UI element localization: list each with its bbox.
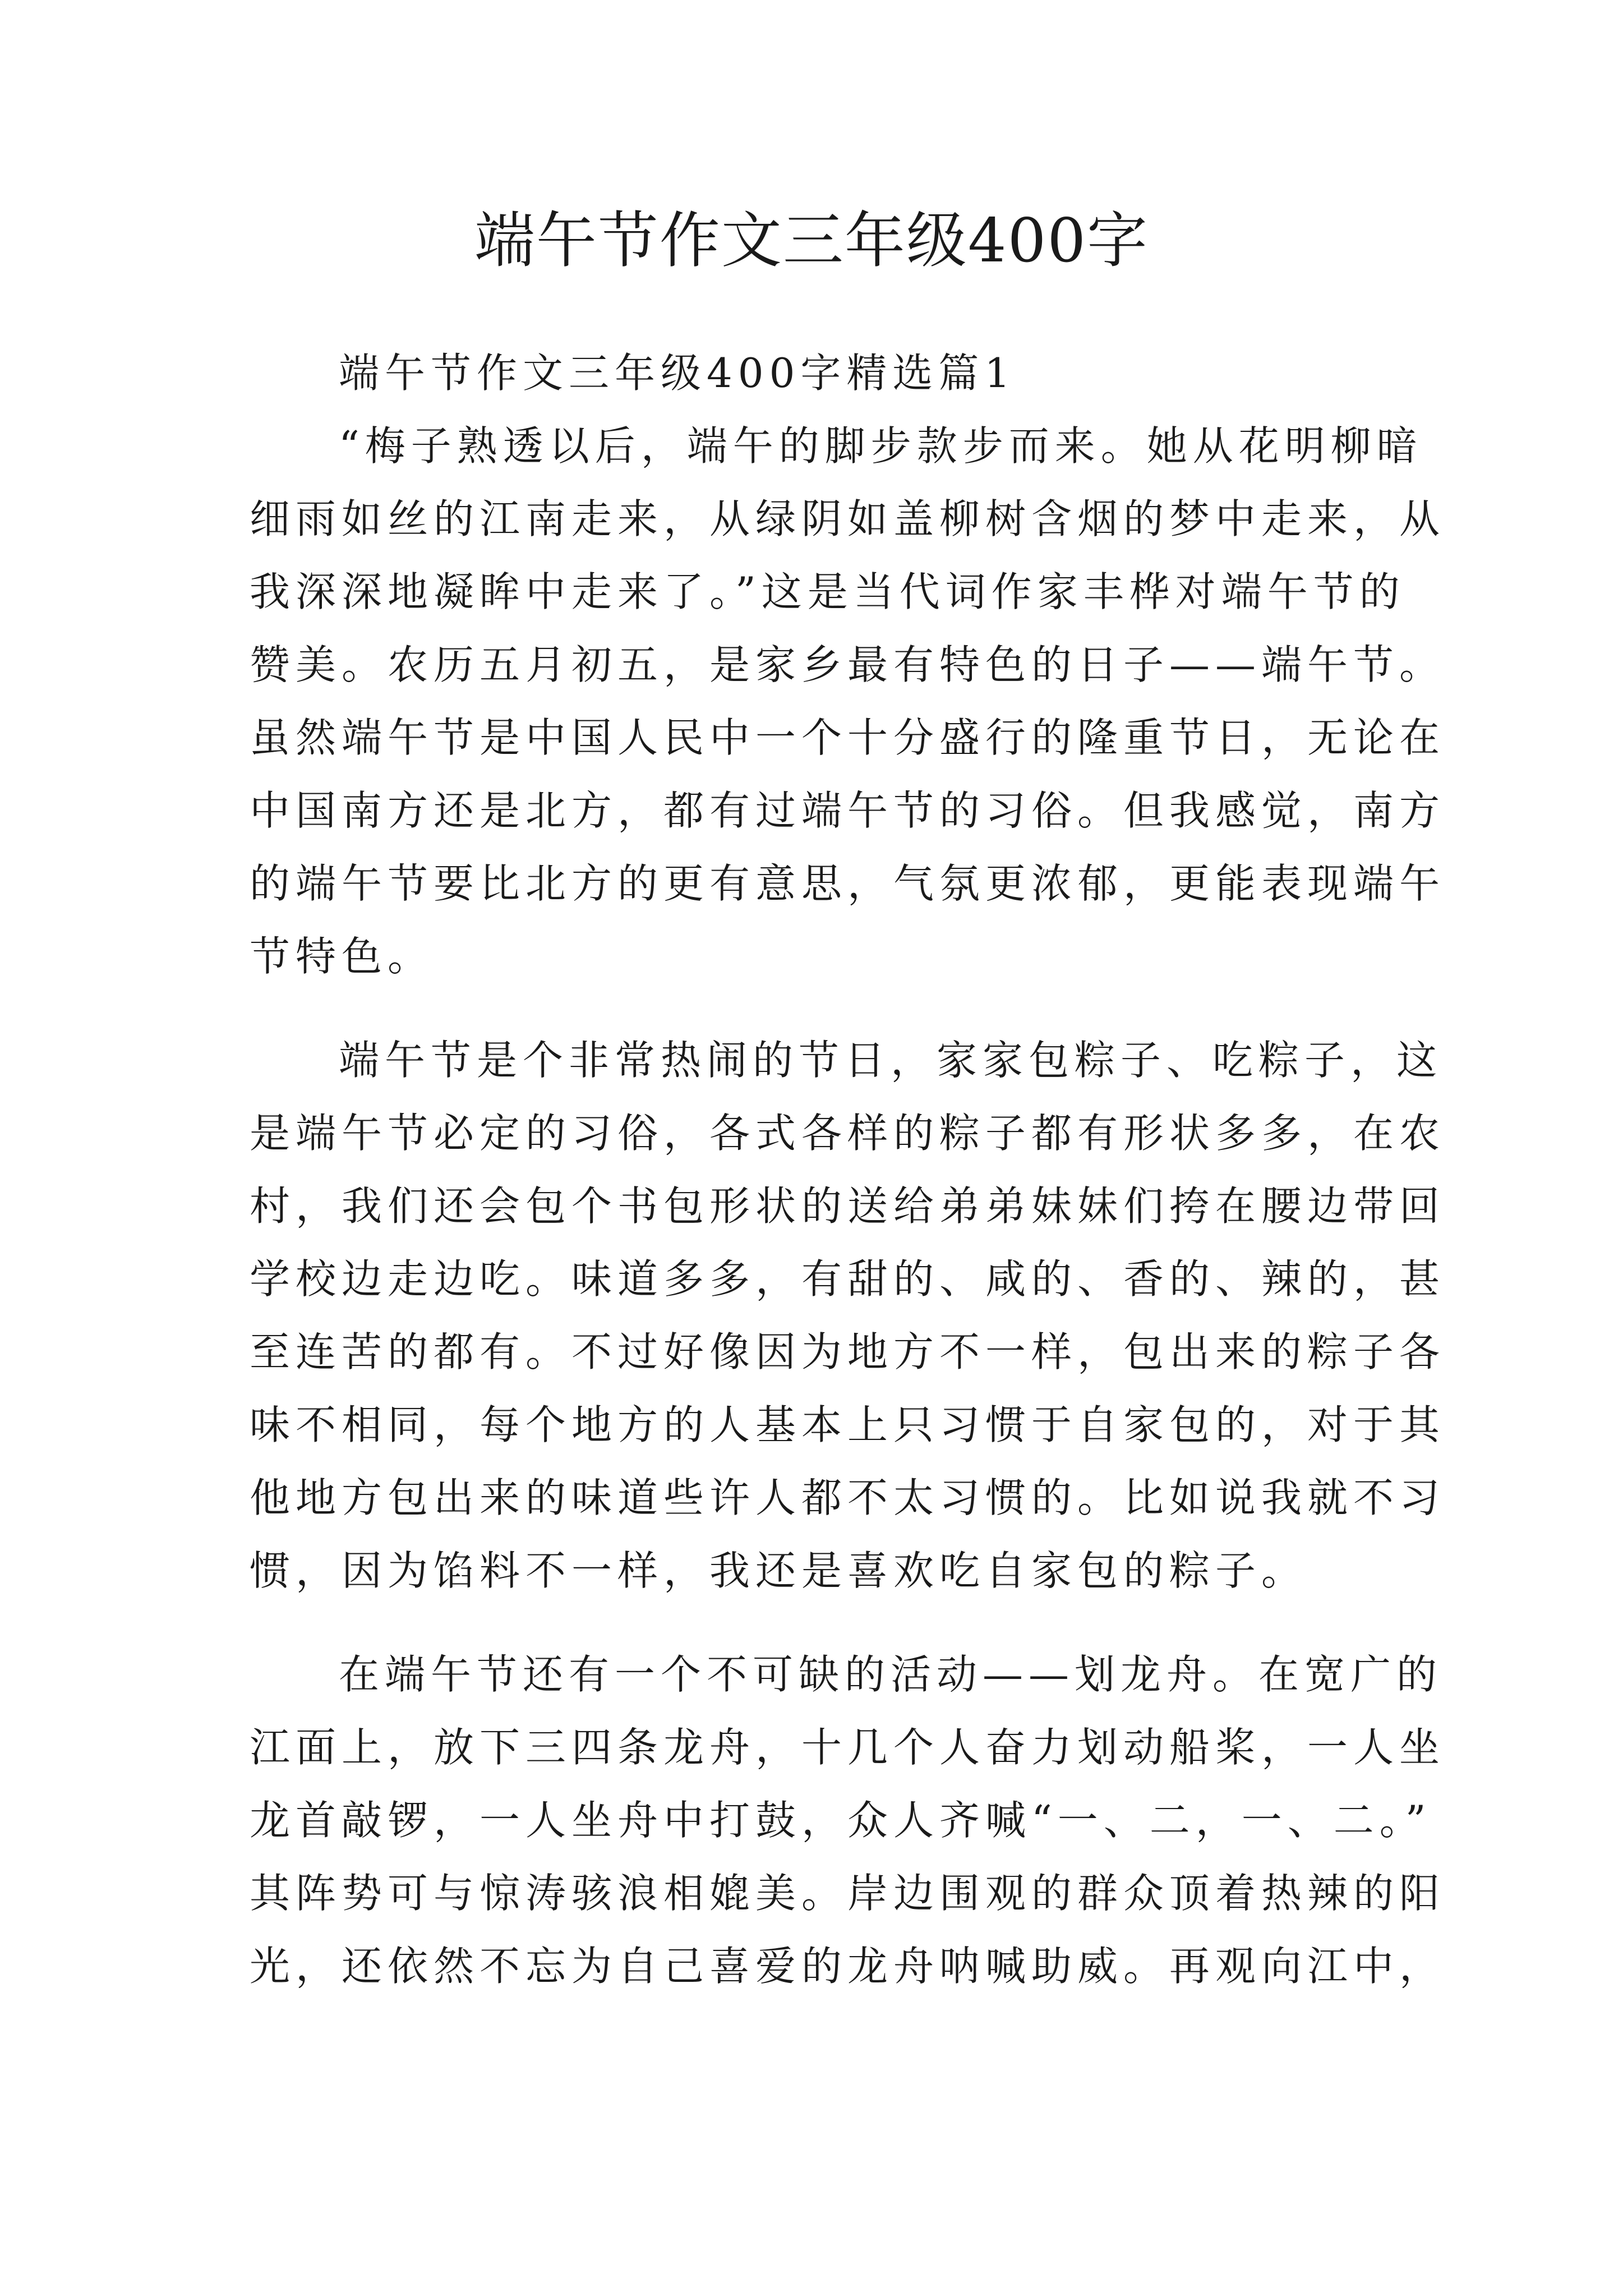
paragraph-line: 我深深地凝眸中走来了。”这是当代词作家丰桦对端午节的 [250, 568, 1405, 615]
paragraph-line: 味不相同，每个地方的人基本上只习惯于自家包的，对于其 [250, 1401, 1446, 1448]
paragraph-line: 其阵势可与惊涛骇浪相媲美。岸边围观的群众顶着热辣的阳 [250, 1870, 1446, 1917]
paragraph-line: 是端午节必定的习俗，各式各样的粽子都有形状多多，在农 [250, 1110, 1446, 1157]
paragraph-line: 学校边走边吃。味道多多，有甜的、咸的、香的、辣的，甚 [250, 1255, 1446, 1303]
paragraph-line: 惯，因为馅料不一样，我还是喜欢吃自家包的粽子。 [250, 1547, 1308, 1594]
document-title: 端午节作文三年级400字 [474, 206, 1149, 276]
paragraph-line: 村，我们还会包个书包形状的送给弟弟妹妹们挎在腰边带回 [250, 1182, 1446, 1230]
paragraph-line: 虽然端午节是中国人民中一个十分盛行的隆重节日，无论在 [250, 714, 1446, 761]
paragraph-line: 中国南方还是北方，都有过端午节的习俗。但我感觉，南方 [250, 787, 1446, 834]
paragraph-line: 赞美。农历五月初五，是家乡最有特色的日子——端午节。 [250, 641, 1446, 688]
paragraph-line: 在端午节还有一个不可缺的活动——划龙舟。在宽广的 [339, 1651, 1443, 1698]
paragraph-line: 光，还依然不忘为自己喜爱的龙舟呐喊助威。再观向江中， [250, 1943, 1446, 1990]
paragraph-line: 端午节是个非常热闹的节日，家家包粽子、吃粽子，这 [339, 1037, 1443, 1084]
paragraph-line: 至连苦的都有。不过好像因为地方不一样，包出来的粽子各 [250, 1328, 1446, 1375]
paragraph-line: 节特色。 [250, 933, 434, 980]
paragraph-line: 他地方包出来的味道些许人都不太习惯的。比如说我就不习 [250, 1474, 1446, 1521]
paragraph-line: 的端午节要比北方的更有意思，气氛更浓郁，更能表现端午 [250, 860, 1446, 907]
section-heading: 端午节作文三年级400字精选篇1 [339, 349, 1016, 397]
paragraph-line: 龙首敲锣，一人坐舟中打鼓，众人齐喊“一、二，一、二。” [250, 1797, 1432, 1844]
paragraph-line: 细雨如丝的江南走来，从绿阴如盖柳树含烟的梦中走来，从 [250, 495, 1446, 542]
paragraph-line: 江面上，放下三四条龙舟，十几个人奋力划动船桨，一人坐 [250, 1724, 1446, 1771]
paragraph-line: “梅子熟透以后，端午的脚步款步而来。她从花明柳暗 [339, 422, 1423, 470]
